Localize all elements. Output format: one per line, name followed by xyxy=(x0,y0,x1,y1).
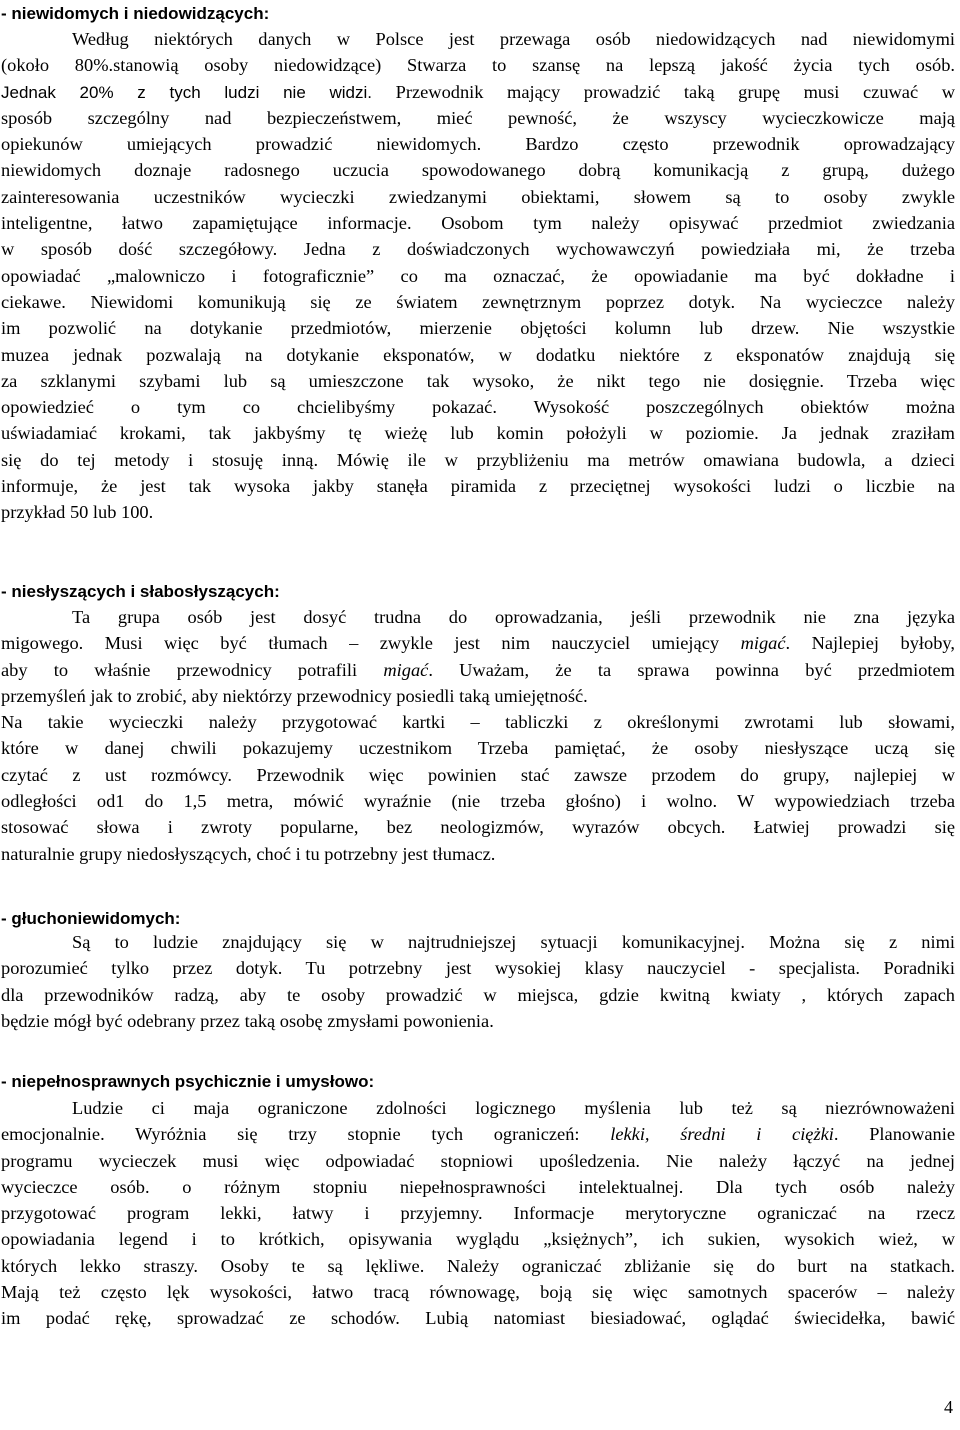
text-line xyxy=(1,1095,955,1121)
text-line xyxy=(1,342,955,368)
text-run: zainteresowania uczestników wycieczki zwiedzanymi obiektami, słowem są to osoby zwykle xyxy=(1,186,955,207)
text-run: informuje, że jest tak wysoka jakby stanęła piramida z przeciętnej wysokości ludzi o liczbie na xyxy=(1,476,955,497)
text-line xyxy=(1,1253,955,1279)
text-run: przygotować program lekki, łatwy i przyjemny. Informacje merytoryczne ograniczać na rzecz xyxy=(1,1203,955,1224)
text-run: migowego. Musi więc być tłumach – zwykle jest nim nauczyciel umiejący migać. Najlepiej byłoby, xyxy=(1,633,956,654)
text-line xyxy=(1,841,955,867)
paragraph-deafblind xyxy=(1,929,955,1034)
text-run: Jedna z doświadczonych wychowawczyń powiedziała mi, że trzeba xyxy=(277,239,955,260)
text-run: Ta grupa osób jest dosyć trudna do oprowadzania, jeśli przewodnik nie zna języka xyxy=(72,607,955,627)
text-line xyxy=(1,131,955,157)
text-line xyxy=(1,762,955,788)
text-run: Bardzo często przewodnik oprowadzający xyxy=(481,134,955,155)
text-run: których lekko straszy. Osoby te są lękliwe. Należy ograniczać zbliżanie się do burt na statkach. xyxy=(1,1255,955,1276)
text-run: Mają też często lęk wysokości, łatwo tracą równowagę, boją się więc samotnych spacerów – należy xyxy=(1,1282,955,1303)
text-line xyxy=(1,210,955,236)
text-line xyxy=(1,1174,955,1200)
text-line xyxy=(1,1148,955,1174)
text-line xyxy=(1,420,955,446)
text-line xyxy=(1,447,955,473)
text-run: przykład 50 lub 100. xyxy=(1,502,154,523)
text-line xyxy=(1,1305,955,1331)
text-line xyxy=(1,630,955,656)
text-line xyxy=(1,368,955,394)
text-run: się do tej metody i stosuję inną. Mówię ile w przybliżeniu ma metrów omawiana budowla, a dzieci xyxy=(1,449,955,470)
text-run: wycieczce osób. o różnym stopniu niepełnosprawności intelektualnej. Dla tych osób należy xyxy=(1,1176,955,1197)
text-run: które w danej chwili pokazujemy uczestnikom Trzeba pamiętać, że osoby niesłyszące uczą się xyxy=(1,738,955,759)
text-line xyxy=(1,1200,955,1226)
text-line xyxy=(1,263,955,289)
text-run: niewidomych doznaje radosnego uczucia spowodowanego dobrą komunikacją z grupą, dużego xyxy=(1,160,955,181)
text-line xyxy=(1,236,955,262)
text-run: Jednak 20% z tych ludzi nie widzi. xyxy=(1,82,373,102)
text-line xyxy=(1,289,955,315)
text-line xyxy=(1,1121,955,1147)
text-line xyxy=(1,604,955,630)
section-heading-blind: - niewidomych i niedowidzących: xyxy=(1,4,270,23)
text-line xyxy=(1,315,955,341)
text-line xyxy=(1,105,955,131)
text-run: inteligentne, łatwo zapamiętujące informacje. xyxy=(1,213,412,234)
text-line xyxy=(1,473,955,499)
text-run: (około 80%.stanowią osoby niedowidzące) Stwarza to szansę na lepszą jakość życia tych osób. xyxy=(1,55,955,76)
paragraph-intellectual xyxy=(1,1095,955,1332)
text-run: uświadamiać krokami, tak jakbyśmy tę wieżę lub komin położyli w poziomie. Ja jednak zraziłam xyxy=(1,423,955,444)
text-line xyxy=(1,788,955,814)
text-line xyxy=(1,683,955,709)
text-line xyxy=(1,1008,955,1034)
section-heading-intellectual: - niepełnosprawnych psychicznie i umysłowo: xyxy=(1,1072,375,1091)
text-run: sposób szczególny nad bezpieczeństwem, mieć pewność, że wszyscy wycieczkowicze mają xyxy=(1,107,955,128)
text-line xyxy=(1,657,955,683)
text-run: za szklanymi szybami lub są umieszczone tak wysoko, że nikt tego nie dosięgnie. Trzeba więc xyxy=(1,370,955,391)
text-line xyxy=(1,955,955,981)
text-run: opowiadać „malowniczo i fotograficznie” co ma oznaczać, że opowiadanie ma być dokładne i xyxy=(1,265,955,286)
text-line xyxy=(1,1279,955,1305)
text-run: stosować słowa i zwroty popularne, bez neologizmów, wyrazów obcych. Łatwiej prowadzi się xyxy=(1,817,955,838)
text-run: aby to właśnie przewodnicy potrafili migać. Uważam, że ta sprawa powinna być przedmiotem xyxy=(1,659,955,680)
text-run: opiekunów umiejących prowadzić niewidomych. xyxy=(1,134,482,155)
text-run: Są to ludzie znajdujący się w najtrudniejszej sytuacji komunikacyjnej. Można się z nimi xyxy=(72,932,955,952)
text-line xyxy=(1,394,955,420)
text-run: Przewodnik mający prowadzić taką grupę musi czuwać w xyxy=(372,81,955,102)
text-run: programu wycieczek musi więc odpowiadać stopniowi upośledzenia. Nie należy łączyć na jednej xyxy=(1,1150,955,1171)
section-heading-deafblind: - głuchoniewidomych: xyxy=(1,909,181,928)
text-run: opowiedzieć o tym co chcielibyśmy pokazać. Wysokość poszczególnych obiektów można xyxy=(1,397,955,418)
text-run: odległości od1 do 1,5 metra, mówić wyraźnie (nie trzeba głośno) i wolno. W wypowiedziach trzeba xyxy=(1,791,955,812)
text-run: będzie mógł być odebrany przez taką osobę zmysłami powonienia. xyxy=(1,1010,494,1031)
text-run: Na takie wycieczki należy przygotować kartki – tabliczki z określonymi zwrotami lub słowami, xyxy=(1,712,955,733)
text-line xyxy=(1,157,955,183)
text-run: emocjonalnie. Wyróżnia się trzy stopnie tych ograniczeń: lekki, średni i ciężki. Planowanie xyxy=(1,1124,955,1145)
text-run: przemyśleń jak to zrobić, aby niektórzy przewodnicy posiedli taką umiejętność. xyxy=(1,685,588,706)
text-line xyxy=(1,52,955,78)
section-heading-deaf: - niesłyszących i słabosłyszących: xyxy=(1,582,280,601)
text-run: muzea jednak pozwalają na dotykanie eksponatów, w dodatku niektóre z eksponatów znajdują się xyxy=(1,344,955,365)
text-line xyxy=(1,929,955,955)
paragraph-deaf xyxy=(1,604,955,867)
text-line xyxy=(1,709,955,735)
text-line xyxy=(1,499,955,525)
text-run: im podać rękę, sprowadzać ze schodów. Lubią natomiast biesiadować, oglądać świecidełka, bawić xyxy=(1,1308,955,1329)
text-run: Ludzie ci maja ograniczone zdolności logicznego myślenia lub też są niezrównoważeni xyxy=(72,1098,955,1118)
text-run: opowiadania legend i to krótkich, opisywania wyglądu „księżnych”, ich sukien, wysokich wież, w xyxy=(1,1229,955,1250)
text-run: im pozwolić na dotykanie przedmiotów, mierzenie objętości kolumn lub drzew. Nie wszystkie xyxy=(1,318,955,339)
text-run: Według niektórych danych w Polsce jest przewaga osób niedowidzących nad niewidomymi xyxy=(72,29,955,49)
text-line xyxy=(1,814,955,840)
paragraph-blind xyxy=(1,26,955,526)
text-run: dla przewodników radzą, aby te osoby prowadzić w miejsca, gdzie kwitną kwiaty , których zapach xyxy=(1,984,955,1005)
text-line xyxy=(1,184,955,210)
text-run: czytać z ust rozmówcy. Przewodnik więc powinien stać zawsze przodem do grupy, najlepiej w xyxy=(1,764,955,785)
text-run: porozumieć tylko przez dotyk. Tu potrzebny jest wysokiej klasy nauczyciel - specjalista. Poradniki xyxy=(1,958,955,979)
text-line xyxy=(1,1226,955,1252)
text-run: naturalnie grupy niedosłyszących, choć i tu potrzebny jest tłumacz. xyxy=(1,843,496,864)
text-run: w sposób dość szczegółowy. xyxy=(1,239,278,260)
text-run: Osobom tym należy opisywać przedmiot zwiedzania xyxy=(411,213,955,234)
text-line xyxy=(1,79,955,105)
text-line xyxy=(1,982,955,1008)
text-run: ciekawe. Niewidomi komunikują się ze światem zewnętrznym poprzez dotyk. Na wycieczce należy xyxy=(1,291,955,312)
text-line xyxy=(1,735,955,761)
text-line xyxy=(1,26,955,52)
page-number: 4 xyxy=(944,1397,953,1417)
